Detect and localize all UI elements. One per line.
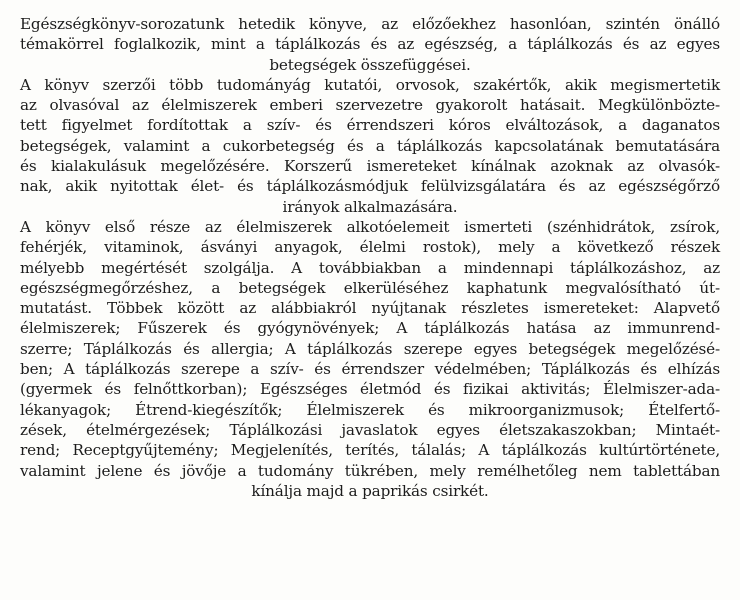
text-line: fehérjék, vitaminok, ásványi anyagok, élelmi rostok), mely a következő részek: [20, 238, 720, 257]
text-line: az olvasóval az élelmiszerek emberi szervezetre gyakorolt hatásait. Megkülönbözte-: [20, 96, 720, 115]
text-line: irányok alkalmazására.: [282, 197, 458, 216]
text-line: kínálja majd a paprikás csirkét.: [251, 481, 489, 500]
text-line: A könyv szerzői több tudományág kutatói, orvosok, szakértők, akik megismertetik: [20, 75, 720, 94]
text-line: betegségek összefüggései.: [269, 55, 471, 74]
text-line: élelmiszerek; Fűszerek és gyógynövények; A táplálkozás hatása az immunrend-: [20, 319, 720, 338]
text-line: Egészségkönyv-sorozatunk hetedik könyve, az előzőekhez hasonlóan, szintén önálló: [20, 15, 720, 33]
text-line: valamint jelene és jövője a tudomány tükrében, mely remélhetőleg nem tablettában: [20, 461, 720, 480]
text-line: egészségmegőrzéshez, a betegségek elkerüléséhez kaphatunk megvalósítható út-: [20, 278, 720, 297]
document-body: [20, 14, 720, 501]
text-line: mélyebb megértését szolgálja. A továbbiakban a mindennapi táplálkozáshoz, az: [20, 258, 720, 277]
text-line: tett figyelmet fordítottak a szív- és érrendszeri kóros elváltozások, a daganatos: [20, 116, 720, 135]
text-line: zések, ételmérgezések; Táplálkozási javaslatok egyes életszakaszokban; Mintaét-: [20, 420, 720, 439]
paragraph-3: [20, 217, 720, 501]
text-line: A könyv első része az élelmiszerek alkotóelemeit ismerteti (szénhidrátok, zsírok,: [20, 217, 720, 236]
text-line: mutatást. Többek között az alábbiakról nyújtanak részletes ismereteket: Alapvető: [20, 299, 720, 318]
text-line: és kialakulásuk megelőzésére. Korszerű ismereteket kínálnak azoknak az olvasók-: [20, 157, 720, 176]
text-line: (gyermek és felnőttkorban); Egészséges életmód és fizikai aktivitás; Élelmiszer-ada-: [20, 380, 720, 399]
text-line: témakörrel foglalkozik, mint a táplálkozás és az egészség, a táplálkozás és az egyes: [20, 35, 720, 54]
text-line: rend; Receptgyűjtemény; Megjelenítés, terítés, tálalás; A táplálkozás kultúrtörténete,: [20, 441, 720, 460]
paragraph-2: [20, 75, 720, 217]
text-line: betegségek, valamint a cukorbetegség és a táplálkozás kapcsolatának bemutatására: [20, 136, 720, 155]
paragraph-1: [20, 14, 720, 75]
text-line: nak, akik nyitottak élet- és táplálkozásmódjuk felülvizsgálatára és az egészségőrző: [20, 177, 720, 196]
text-line: lékanyagok; Étrend-kiegészítők; Élelmiszerek és mikroorganizmusok; Ételfertő-: [20, 400, 720, 419]
text-line: ben; A táplálkozás szerepe a szív- és érrendszer védelmében; Táplálkozás és elhízás: [20, 360, 720, 379]
text-line: szerre; Táplálkozás és allergia; A táplálkozás szerepe egyes betegségek megelőzésé-: [20, 339, 720, 358]
